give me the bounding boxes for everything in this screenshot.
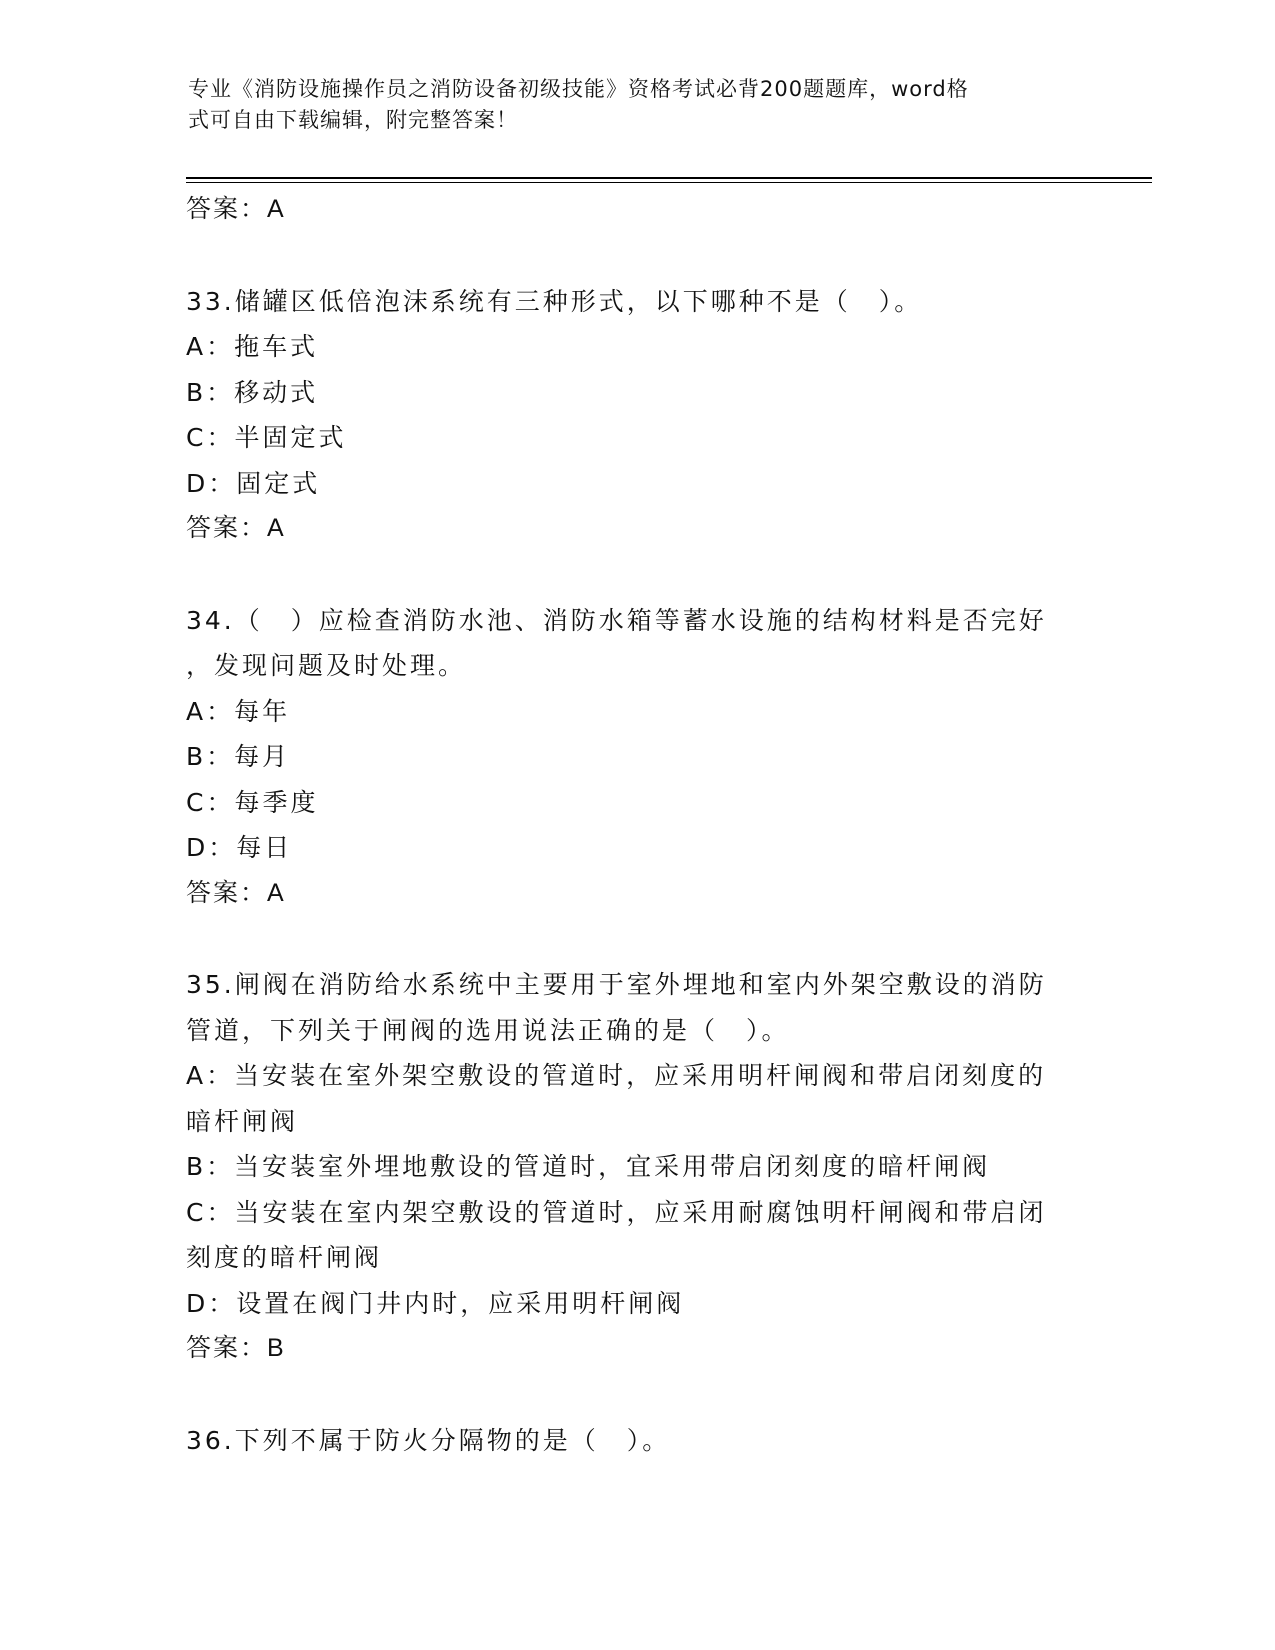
question-34 (186, 598, 1086, 917)
header-line-2: 式可自由下载编辑，附完整答案！ (188, 108, 518, 132)
question-33-option-b: B：移动式 (186, 377, 319, 407)
question-35 (186, 962, 1086, 1372)
question-34-option-c: C：每季度 (186, 787, 319, 817)
question-34-text-line-2: ，发现问题及时处理。 (186, 651, 467, 680)
spacer (186, 1372, 1086, 1418)
question-35-text-line-1: 35.闸阀在消防给水系统中主要用于室外埋地和室内外架空敷设的消防 (186, 970, 1047, 999)
question-34-text-line-1: 34.（ ）应检查消防水池、消防水箱等蓄水设施的结构材料是否完好 (186, 605, 1047, 635)
header-divider-thick (186, 177, 1152, 179)
question-34-answer: 答案：A (186, 878, 286, 907)
question-36-text: 36.下列不属于防火分隔物的是（ ）。 (186, 1425, 671, 1455)
previous-answer: 答案：A (186, 195, 286, 223)
question-35-option-a-line-2: 暗杆闸阀 (186, 1106, 299, 1136)
question-35-option-b: B：当安装室外埋地敷设的管道时，宜采用带启闭刻度的暗杆闸阀 (186, 1152, 991, 1181)
question-33-option-a: A：拖车式 (186, 332, 319, 361)
question-35-option-d: D：设置在阀门井内时，应采用明杆闸阀 (186, 1288, 685, 1318)
page-header (188, 74, 1088, 136)
question-35-option-c-line-1: C：当安装在室内架空敷设的管道时，应采用耐腐蚀明杆闸阀和带启闭 (186, 1197, 1047, 1227)
question-33-text: 33.储罐区低倍泡沫系统有三种形式，以下哪种不是（ ）。 (186, 286, 923, 316)
spacer (186, 233, 1086, 279)
question-35-text-line-2: 管道，下列关于闸阀的选用说法正确的是（ ）。 (186, 1015, 790, 1045)
question-35-answer: 答案：B (186, 1334, 286, 1362)
question-33 (186, 279, 1086, 552)
question-33-option-d: D：固定式 (186, 468, 321, 498)
question-34-option-b: B：每月 (186, 742, 291, 771)
header-line-1: 专业《消防设施操作员之消防设备初级技能》资格考试必背200题题库，word格 (188, 77, 969, 101)
question-33-answer: 答案：A (186, 514, 286, 542)
header-divider-thin (186, 182, 1152, 183)
question-35-option-c-line-2: 刻度的暗杆闸阀 (186, 1243, 383, 1272)
spacer (186, 552, 1086, 598)
question-34-option-a: A：每年 (186, 696, 291, 726)
question-35-option-a-line-1: A：当安装在室外架空敷设的管道时，应采用明杆闸阀和带启闭刻度的 (186, 1061, 1047, 1090)
question-33-option-c: C：半固定式 (186, 423, 347, 452)
question-36 (186, 1418, 1086, 1464)
question-list (186, 187, 1086, 1463)
question-34-option-d: D：每日 (186, 833, 293, 862)
spacer (186, 916, 1086, 962)
